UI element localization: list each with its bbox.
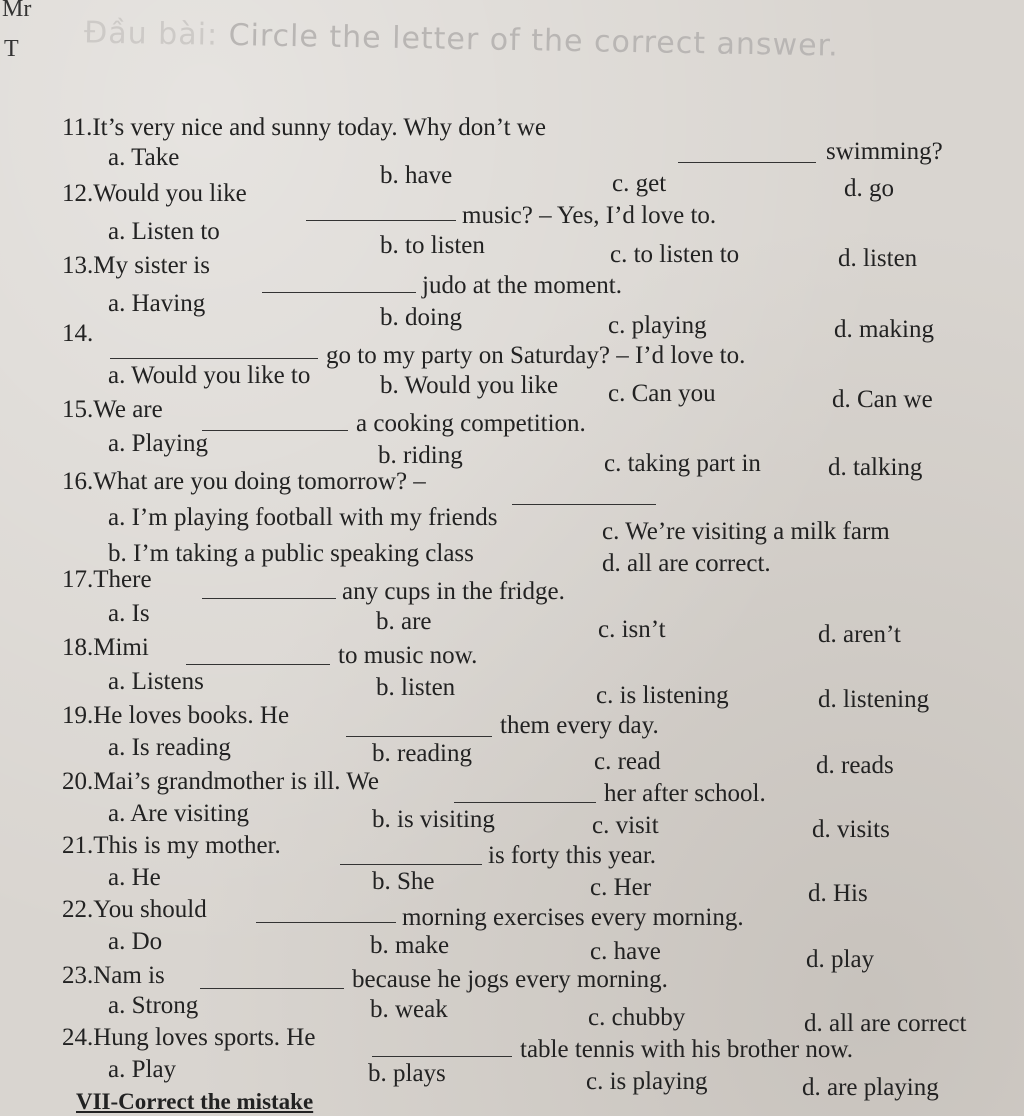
question-22-option-b[interactable]: b. make	[370, 932, 450, 959]
question-20-option-c[interactable]: c. visit	[592, 812, 659, 839]
question-text: This is my mother.	[93, 832, 281, 859]
question-20-tail: her after school.	[604, 780, 766, 807]
question-text: Would you like	[93, 180, 247, 207]
question-18-option-a[interactable]: a. Listens	[108, 668, 204, 695]
question-11-option-a[interactable]: a. Take	[108, 144, 180, 171]
answer-blank	[202, 598, 336, 599]
question-18-tail: to music now.	[338, 642, 478, 669]
question-16-option-d[interactable]: d. all are correct.	[602, 550, 771, 577]
question-15-tail: a cooking competition.	[356, 410, 586, 437]
answer-blank	[306, 220, 456, 221]
question-16-option-c[interactable]: c. We’re visiting a milk farm	[602, 518, 890, 545]
question-13-option-d[interactable]: d. making	[834, 316, 934, 343]
question-19-stem	[62, 702, 289, 730]
question-20-stem	[62, 768, 379, 796]
question-text: You should	[93, 896, 207, 923]
question-number: 19.	[62, 702, 94, 729]
question-14-option-b[interactable]: b. Would you like	[380, 372, 559, 399]
answer-blank	[256, 922, 396, 923]
answer-blank	[678, 162, 816, 163]
answer-blank	[110, 358, 318, 359]
question-23-option-a[interactable]: a. Strong	[108, 992, 199, 1019]
question-12-option-c[interactable]: c. to listen to	[610, 241, 740, 268]
question-24-option-b[interactable]: b. plays	[368, 1060, 446, 1087]
handwritten-instruction-text: Circle the letter of the correct answer.	[228, 17, 839, 64]
question-15-option-b[interactable]: b. riding	[378, 442, 463, 469]
answer-blank	[262, 292, 416, 293]
question-text: He loves books. He	[93, 702, 290, 729]
question-17-option-b[interactable]: b. are	[376, 608, 432, 635]
question-16-stem	[62, 468, 426, 496]
question-17-option-a[interactable]: a. Is	[108, 600, 150, 627]
section-heading: VII-Correct the mistake	[76, 1089, 314, 1114]
answer-blank	[340, 864, 482, 865]
answer-blank	[200, 988, 344, 989]
question-15-stem	[62, 396, 163, 424]
question-17-option-c[interactable]: c. isn’t	[598, 616, 666, 643]
question-14-option-a[interactable]: a. Would you like to	[108, 362, 311, 389]
question-22-stem	[62, 896, 207, 924]
answer-blank	[346, 736, 492, 737]
question-number: 12.	[62, 180, 94, 207]
question-11-tail: swimming?	[826, 138, 943, 165]
question-23-option-c[interactable]: c. chubby	[588, 1004, 686, 1031]
question-20-option-d[interactable]: d. visits	[812, 816, 890, 843]
question-text: Mai’s grandmother is ill. We	[93, 768, 379, 795]
question-16-option-a[interactable]: a. I’m playing football with my friends	[108, 504, 498, 531]
question-18-option-c[interactable]: c. is listening	[596, 682, 729, 709]
handwritten-instruction	[84, 15, 839, 63]
handwritten-prefix: Đầu bài:	[83, 15, 219, 53]
question-23-tail: because he jogs every morning.	[352, 966, 668, 993]
question-12-stem	[62, 180, 247, 208]
question-14-option-c[interactable]: c. Can you	[608, 380, 716, 407]
question-19-option-d[interactable]: d. reads	[816, 752, 894, 779]
question-14-number: 14.	[62, 320, 94, 347]
question-21-option-b[interactable]: b. She	[372, 868, 435, 895]
question-number: 22.	[62, 896, 94, 923]
question-15-option-d[interactable]: d. talking	[828, 454, 923, 481]
question-24-option-c[interactable]: c. is playing	[586, 1068, 708, 1095]
question-13-option-b[interactable]: b. doing	[380, 304, 462, 331]
question-11-stem	[62, 114, 546, 142]
answer-blank	[372, 1056, 512, 1057]
question-number: 17.	[62, 566, 94, 593]
question-11-option-c[interactable]: c. get	[612, 170, 667, 197]
question-12-option-d[interactable]: d. listen	[838, 245, 918, 272]
question-text: Hung loves sports. He	[93, 1024, 316, 1051]
question-21-option-d[interactable]: d. His	[808, 880, 868, 907]
question-18-stem	[62, 634, 149, 662]
question-24-tail: table tennis with his brother now.	[520, 1036, 854, 1063]
question-11-option-d[interactable]: d. go	[844, 175, 894, 202]
question-20-option-a[interactable]: a. Are visiting	[108, 800, 249, 827]
question-20-option-b[interactable]: b. is visiting	[372, 806, 495, 833]
question-21-option-c[interactable]: c. Her	[590, 874, 652, 901]
answer-blank	[202, 430, 348, 431]
question-15-option-c[interactable]: c. taking part in	[604, 450, 761, 477]
question-12-option-a[interactable]: a. Listen to	[108, 218, 220, 245]
question-text: Mimi	[93, 634, 149, 661]
question-18-option-b[interactable]: b. listen	[376, 674, 456, 701]
question-text: It’s very nice and sunny today. Why don’t we	[92, 114, 546, 141]
question-number: 23.	[62, 962, 94, 989]
question-21-stem	[62, 832, 281, 860]
question-13-stem	[62, 252, 210, 280]
question-19-option-c[interactable]: c. read	[594, 748, 661, 775]
corner-text-bottom: T	[4, 36, 19, 62]
question-15-option-a[interactable]: a. Playing	[108, 430, 208, 457]
question-number: 16.	[62, 468, 94, 495]
question-24-option-d[interactable]: d. are playing	[802, 1074, 939, 1101]
question-11-option-b[interactable]: b. have	[380, 162, 453, 189]
question-13-option-c[interactable]: c. playing	[608, 312, 707, 339]
question-number: 18.	[62, 634, 94, 661]
question-number: 21.	[62, 832, 94, 859]
question-19-tail: them every day.	[500, 712, 659, 739]
question-14-option-d[interactable]: d. Can we	[832, 386, 933, 413]
question-22-option-a[interactable]: a. Do	[108, 928, 163, 955]
question-23-option-d[interactable]: d. all are correct	[804, 1010, 967, 1037]
question-12-tail: music? – Yes, I’d love to.	[462, 202, 717, 229]
corner-text-top: Mr	[2, 0, 32, 22]
question-21-option-a[interactable]: a. He	[108, 864, 161, 891]
question-number: 15.	[62, 396, 94, 423]
question-19-option-a[interactable]: a. Is reading	[108, 734, 231, 761]
question-number: 20.	[62, 768, 94, 795]
question-17-option-d[interactable]: d. aren’t	[818, 621, 901, 648]
question-24-stem	[62, 1024, 315, 1052]
question-24-option-a[interactable]: a. Play	[108, 1056, 177, 1083]
question-text: My sister is	[93, 252, 210, 279]
question-text: We are	[93, 396, 163, 423]
answer-blank	[512, 504, 656, 505]
question-17-stem	[62, 566, 152, 594]
question-22-option-c[interactable]: c. have	[590, 938, 661, 965]
question-text: What are you doing tomorrow? –	[93, 468, 426, 495]
answer-blank	[454, 802, 596, 803]
question-18-option-d[interactable]: d. listening	[818, 686, 930, 713]
question-22-tail: morning exercises every morning.	[402, 904, 744, 931]
question-12-option-b[interactable]: b. to listen	[380, 232, 485, 259]
question-number: 11.	[62, 114, 93, 141]
question-22-option-d[interactable]: d. play	[806, 946, 875, 973]
question-number: 13.	[62, 252, 94, 279]
question-text: There	[93, 566, 152, 593]
question-21-tail: is forty this year.	[488, 842, 657, 869]
question-19-option-b[interactable]: b. reading	[372, 740, 472, 767]
question-14-tail: go to my party on Saturday? – I’d love to.	[326, 342, 746, 369]
question-23-stem	[62, 962, 165, 990]
answer-blank	[186, 664, 330, 665]
question-number: 24.	[62, 1024, 94, 1051]
question-13-tail: judo at the moment.	[422, 272, 622, 299]
question-23-option-b[interactable]: b. weak	[370, 996, 448, 1023]
question-13-option-a[interactable]: a. Having	[108, 290, 206, 317]
question-text: Nam is	[93, 962, 165, 989]
question-17-tail: any cups in the fridge.	[342, 578, 565, 605]
question-16-option-b[interactable]: b. I’m taking a public speaking class	[108, 540, 474, 567]
